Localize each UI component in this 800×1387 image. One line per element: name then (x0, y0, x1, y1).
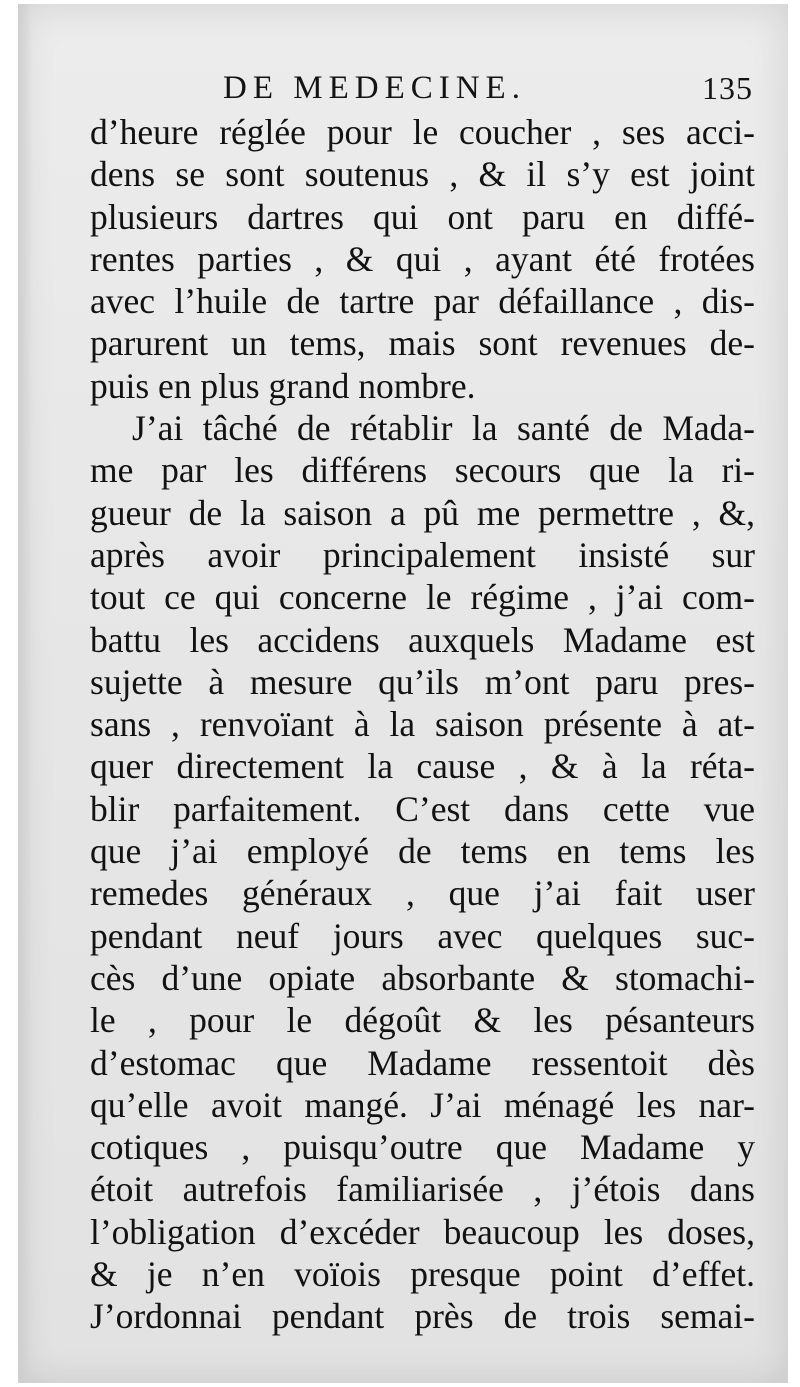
text-line: me par les différens secours que la ri- (90, 450, 755, 491)
text-line: d’estomac que Madame ressentoit dès (90, 1042, 755, 1083)
text-line: tout ce qui concerne le régime , j’ai com- (90, 577, 755, 618)
body-text (90, 111, 755, 1338)
page-header (193, 70, 773, 114)
text-line: battu les accidens auxquels Madame est (90, 619, 755, 660)
text-line: avec l’huile de tartre par défaillance , dis- (90, 281, 755, 322)
text-line: & je n’en voïois presque point d’effet. (90, 1254, 755, 1295)
text-line: plusieurs dartres qui ont paru en diffé- (90, 196, 755, 237)
text-line: dens se sont soutenus , & il s’y est joint (90, 154, 755, 195)
text-line: le , pour le dégoût & les pésanteurs (90, 1000, 755, 1041)
text-line: J’ai tâché de rétablir la santé de Mada- (132, 408, 755, 449)
page-number: 135 (702, 70, 753, 106)
text-line: puis en plus grand nombre. (90, 365, 476, 406)
running-head: DE MEDECINE. (223, 70, 526, 106)
text-line: remedes généraux , que j’ai fait user (90, 873, 755, 914)
book-page (18, 4, 788, 1383)
text-line: que j’ai employé de tems en tems les (90, 831, 755, 872)
page-gutter-shadow (18, 4, 32, 1383)
text-line: rentes parties , & qui , ayant été frotées (90, 238, 755, 279)
text-line: J’ordonnai pendant près de trois semai- (90, 1296, 755, 1337)
text-line: après avoir principalement insisté sur (90, 534, 755, 575)
text-line: sujette à mesure qu’ils m’ont paru pres- (90, 661, 755, 702)
text-line: gueur de la saison a pû me permettre , &, (90, 492, 755, 533)
text-line: blir parfaitement. C’est dans cette vue (90, 788, 755, 829)
text-line: parurent un tems, mais sont revenues de- (90, 323, 755, 364)
text-line: l’obligation d’excéder beaucoup les doses, (90, 1211, 755, 1252)
text-line: quer directement la cause , & à la réta- (90, 746, 755, 787)
text-line: qu’elle avoit mangé. J’ai ménagé les nar- (90, 1084, 755, 1125)
text-line: cotiques , puisqu’outre que Madame y (90, 1127, 755, 1168)
text-line: étoit autrefois familiarisée , j’étois dans (90, 1169, 755, 1210)
text-line: pendant neuf jours avec quelques suc- (90, 915, 755, 956)
text-line: cès d’une opiate absorbante & stomachi- (90, 957, 755, 998)
text-line: sans , renvoïant à la saison présente à at- (90, 704, 755, 745)
text-line: d’heure réglée pour le coucher , ses acci- (90, 112, 755, 152)
